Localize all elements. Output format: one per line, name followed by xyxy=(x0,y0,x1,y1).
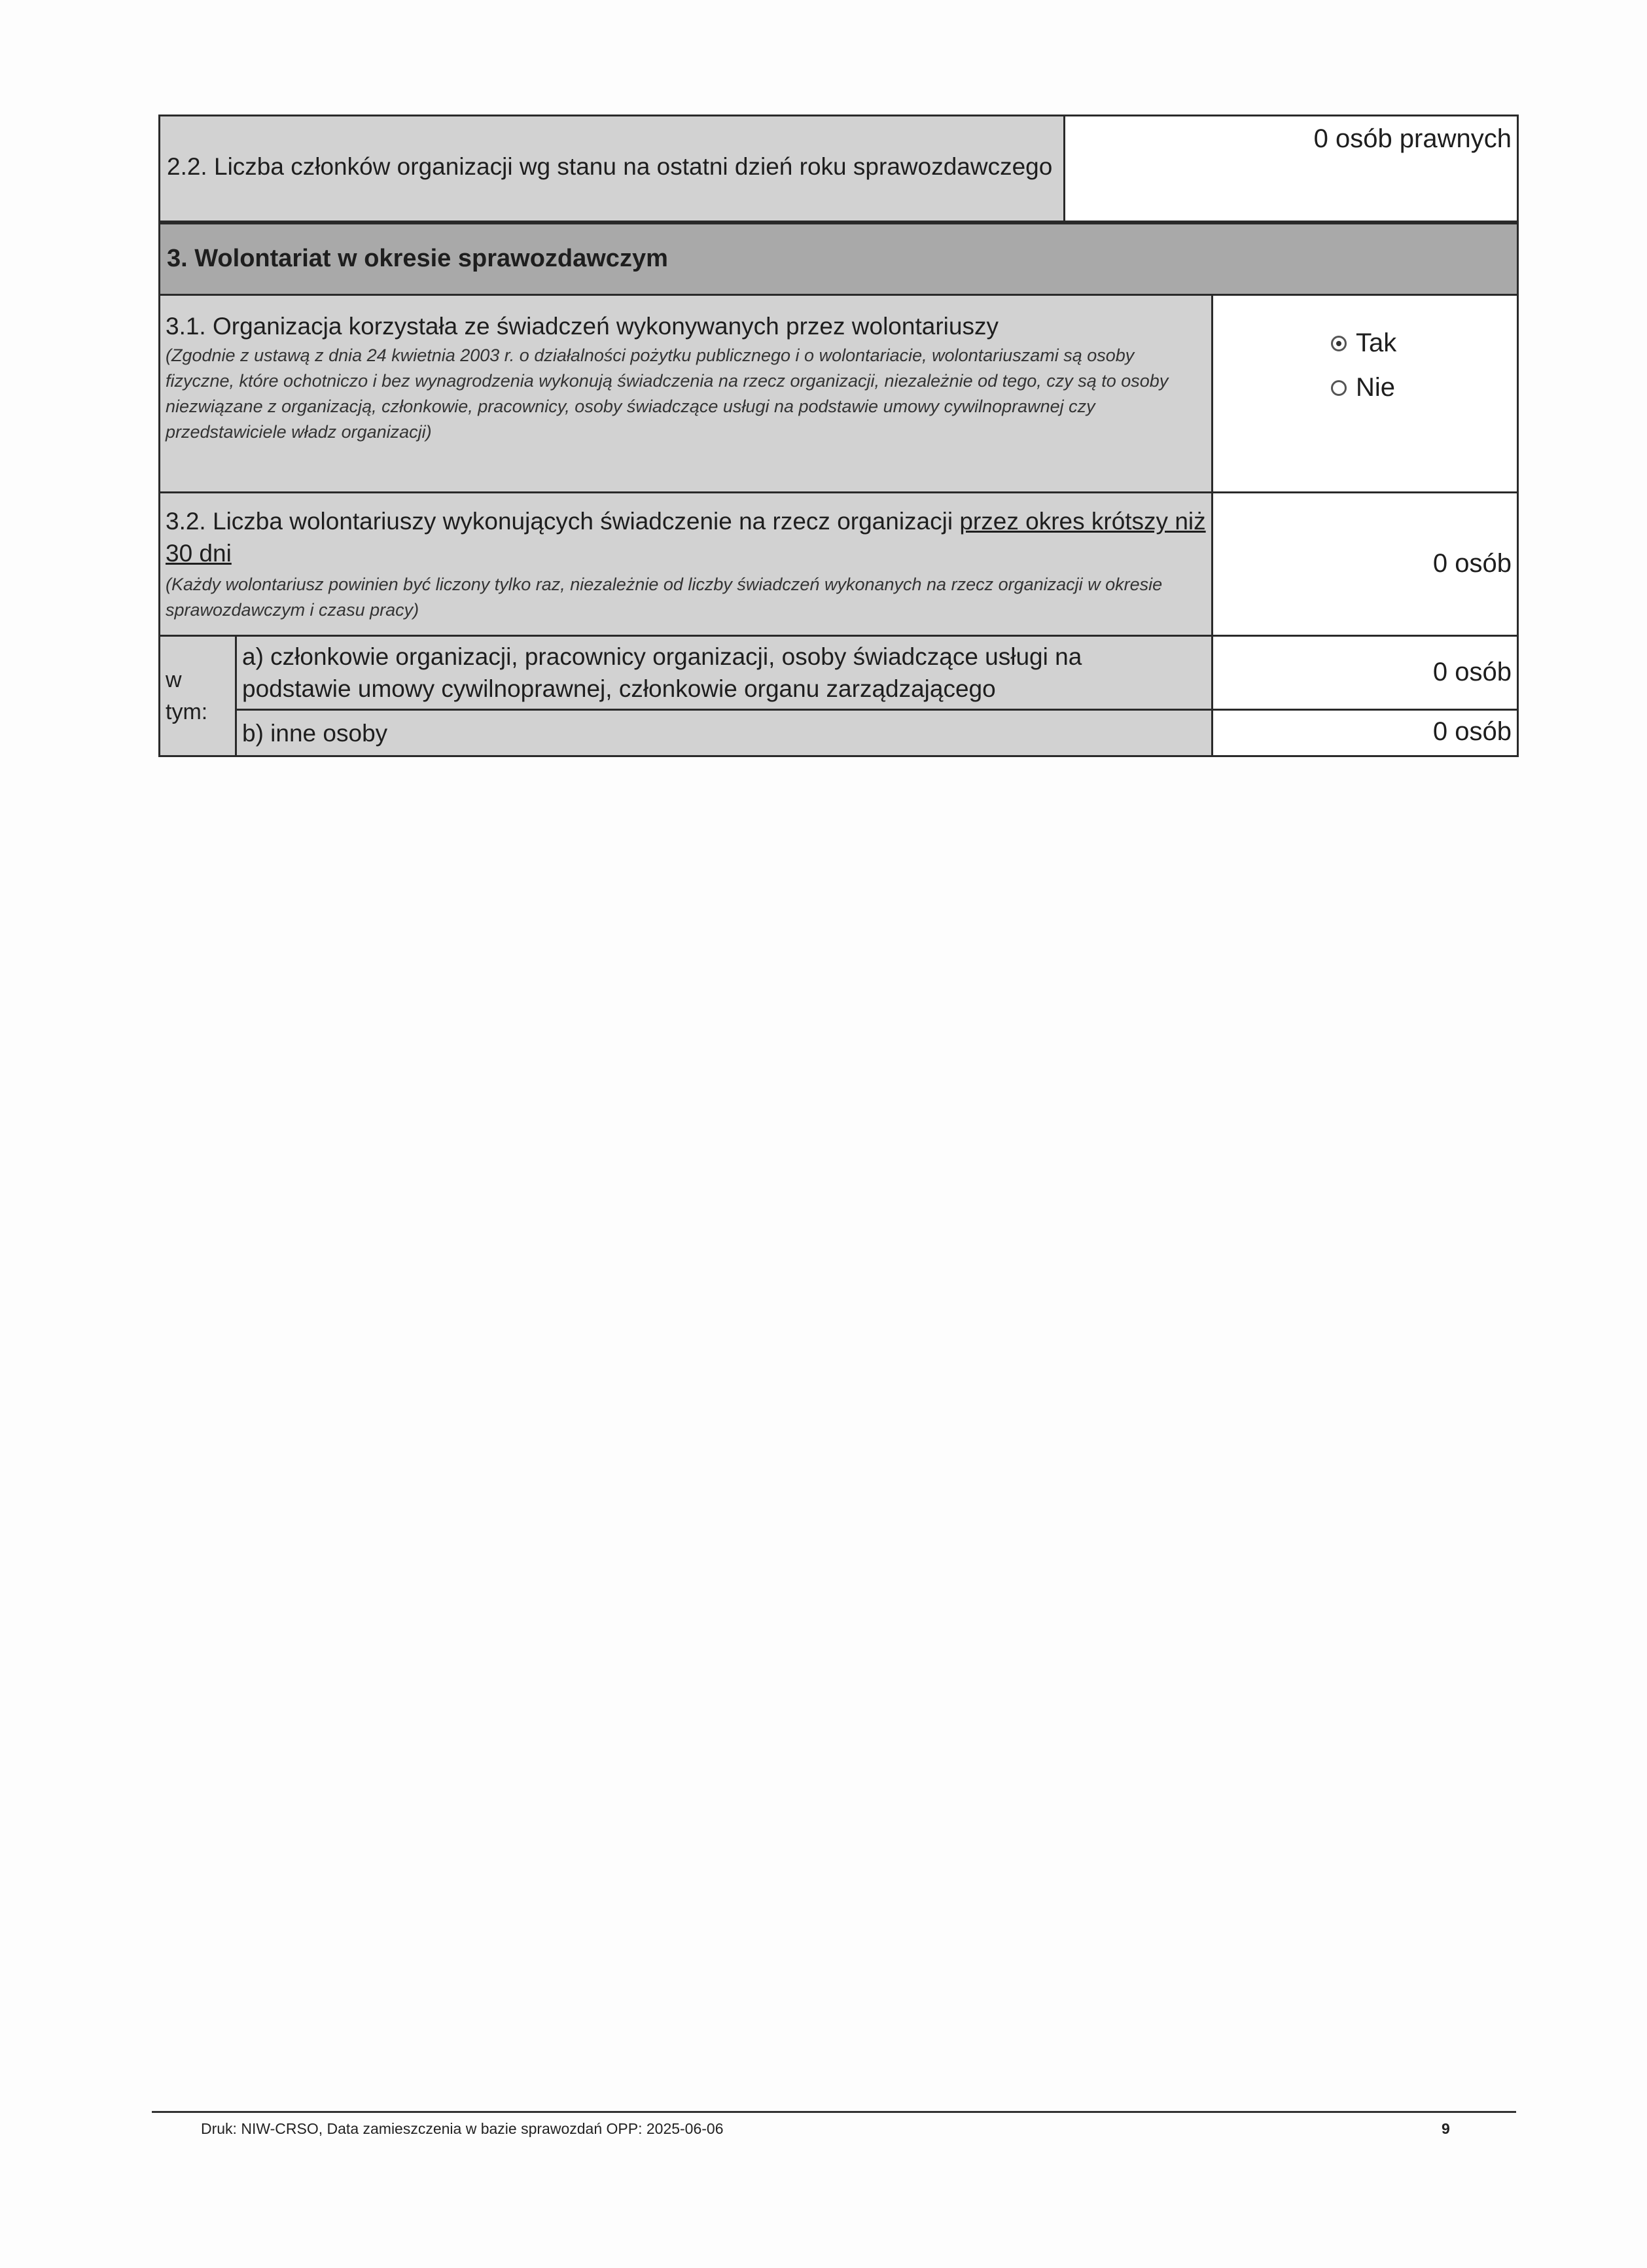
short-term-volunteers-label-underlined: przez okres krótszy niż 30 dni xyxy=(166,508,1206,567)
sub-a-label-cell xyxy=(235,635,1213,711)
page-number: 9 xyxy=(1442,2120,1450,2137)
volunteers-used-answer-cell xyxy=(1211,294,1519,493)
in-which-label-cell xyxy=(158,635,237,757)
short-term-volunteers-label-cell xyxy=(158,491,1213,637)
sub-b-value: 0 osób xyxy=(1432,717,1512,746)
short-term-volunteers-value: 0 osób xyxy=(1432,549,1512,578)
sub-b-value-cell xyxy=(1211,709,1519,757)
section-3-heading: 3. Wolontariat w okresie sprawozdawczym xyxy=(167,245,668,272)
volunteers-used-note: (Zgodnie z ustawą z dnia 24 kwietnia 2003 r. o działalności pożytku publicznego i o wolontariacie, wolontariuszami są osoby fizyczne, które ochotniczo i bez wynagrodzenia wykonują świadczenia na rzecz organizacji, niezależnie od tego, czy są to osoby niezwiązane z organizacją, członkowie, pracownicy, osoby świadczące usługi na podstawie umowy cywilnoprawnej czy przedstawiciele władz organizacji) xyxy=(166,346,1169,442)
short-term-volunteers-note: (Każdy wolontariusz powinien być liczony tylko raz, niezależnie od liczby świadczeń wykonanych na rzecz organizacji w okresie sprawozdawczym i czasu pracy) xyxy=(166,575,1163,620)
short-term-volunteers-label xyxy=(166,505,1213,569)
short-term-volunteers-label-prefix: 3.2. Liczba wolontariuszy wykonujących świadczenie na rzecz organizacji xyxy=(166,508,960,535)
members-count-label: 2.2. Liczba członków organizacji wg stanu na ostatni dzień roku sprawozdawczego xyxy=(167,153,1053,180)
sub-a-label: a) członkowie organizacji, pracownicy organizacji, osoby świadczące usługi na podstawie umowy cywilnoprawnej, członkowie organu zarządzającego xyxy=(242,643,1082,702)
radio-selected-icon[interactable] xyxy=(1331,336,1347,351)
volunteers-used-label-cell xyxy=(158,294,1213,493)
option-no-label: Nie xyxy=(1356,373,1396,402)
sub-b-label-cell xyxy=(235,709,1213,757)
radio-unselected-icon[interactable] xyxy=(1331,380,1347,396)
in-which-label: w tym: xyxy=(166,667,208,724)
members-label-cell xyxy=(158,115,1065,222)
sub-b-label: b) inne osoby xyxy=(242,720,388,747)
footer-divider xyxy=(152,2111,1516,2113)
volunteers-used-label: 3.1. Organizacja korzystała ze świadczeń wykonywanych przez wolontariuszy xyxy=(166,313,999,340)
option-yes[interactable] xyxy=(1331,328,1396,358)
sub-a-value-cell xyxy=(1211,635,1519,711)
members-empty-value-cell xyxy=(1063,169,1519,222)
members-legal-value: 0 osób prawnych xyxy=(1313,124,1512,153)
footer-print-info: Druk: NIW-CRSO, Data zamieszczenia w bazie sprawozdań OPP: 2025-06-06 xyxy=(201,2120,724,2137)
sub-a-value: 0 osób xyxy=(1432,658,1512,686)
members-legal-value-cell xyxy=(1063,115,1519,171)
option-yes-label: Tak xyxy=(1356,328,1397,357)
option-no[interactable] xyxy=(1331,373,1395,402)
short-term-volunteers-value-cell xyxy=(1211,491,1519,637)
section-3-heading-cell xyxy=(158,222,1519,296)
